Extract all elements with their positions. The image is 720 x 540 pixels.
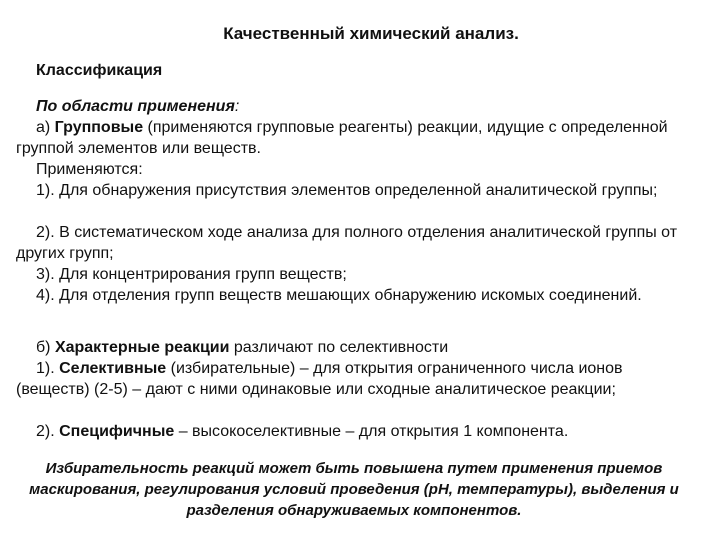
specific-text: – высокоселективные – для открытия 1 компонента.: [174, 423, 569, 440]
characteristic-prefix: б): [36, 339, 55, 356]
group-use-item-2: 2). В систематическом ходе анализа для полного отделения аналитической группы от других групп;: [16, 224, 678, 262]
specific-paragraph: [16, 421, 682, 442]
selective-paragraph: [16, 358, 682, 400]
characteristic-paragraph: [16, 337, 682, 358]
group-reactions-prefix: а): [36, 119, 55, 136]
group-reactions-term: Групповые: [54, 119, 144, 136]
group-use-item-1: 1). Для обнаружения присутствия элементов определенной аналитической группы;: [36, 182, 658, 199]
group-use-item-4: 4). Для отделения групп веществ мешающих обнаружению искомых соединений.: [36, 287, 642, 304]
selectivity-note: Избирательность реакций может быть повышена путем применения приемов маскирования, регулирования условий проведения (рН, температуры), выделения и разделения обнаруживаемых компонентов.: [29, 460, 679, 519]
specific-prefix: 2).: [36, 423, 60, 440]
group-reactions-text: (применяются групповые реагенты) реакции, идущие с определенной группой элементов или веществ.: [16, 119, 668, 157]
page-title: Качественный химический анализ.: [223, 24, 519, 43]
application-heading-colon: :: [234, 98, 240, 115]
selective-term: Селективные: [59, 360, 167, 377]
selective-text: (избирательные) – для открытия ограниченного числа ионов (веществ) (2-5) – дают с ними одинаковые или сходные аналитическое реакции;: [16, 360, 623, 398]
characteristic-text: различают по селективности: [229, 339, 449, 356]
group-reactions-paragraph: [16, 117, 682, 159]
group-use-item-3: 3). Для концентрирования групп веществ;: [36, 266, 347, 283]
applied-label: Применяются:: [36, 161, 143, 178]
classification-heading: Классификация: [36, 62, 163, 79]
application-heading-label: По области применения: [36, 98, 235, 115]
specific-term: Специфичные: [59, 423, 175, 440]
selective-prefix: 1).: [36, 360, 60, 377]
characteristic-term: Характерные реакции: [54, 339, 230, 356]
application-heading: [16, 96, 682, 117]
